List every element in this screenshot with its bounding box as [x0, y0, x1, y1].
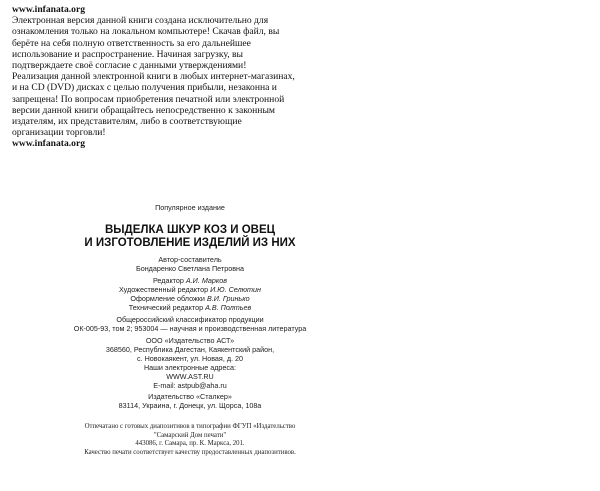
notice-line: Электронная версия данной книги создана исключительно для — [12, 15, 269, 27]
publisher-ast: ООО «Издательство АСТ» 368560, Республика Дагестан, Каякентский район, с. Новокаякент, ул. Новая, д. 20 Наши электронные адреса: WWW.AST.RU E-mail: astpub@aha.ru — [105, 336, 275, 390]
credit-line: Редактор А.И. Марков — [152, 276, 228, 285]
notice-line: запрещена! По вопросам приобретения печатной или электронной — [12, 93, 285, 105]
site-link[interactable]: www.infanata.org — [12, 138, 86, 150]
notice-line: использование и распространение. Начиная загрузку, вы — [12, 48, 243, 60]
notice-line: ознакомления только на локальном компьютере! Скачав файл, вы — [12, 26, 280, 38]
classifier: Общероссийский классификатор продукции ОК-005-93, том 2; 953004 — научная и производственная литература — [73, 315, 307, 333]
credits — [40, 276, 340, 312]
notice-line: берёте на себя полную ответственность за его дальнейшее — [12, 37, 251, 49]
notice-line: версии данной книги обращайтесь непосредственно к законным — [12, 104, 275, 116]
notice-line: и на CD (DVD) дисках с целью получения прибыли, незаконна и — [12, 82, 277, 94]
site-link[interactable]: www.infanata.org — [12, 4, 86, 15]
notice-line: издателям, их представителям, либо в соответствующие — [12, 116, 242, 128]
publisher-stalker: Издательство «Сталкер» 83114, Украина, г. Донецк, ул. Щорса, 108а — [118, 392, 262, 410]
printing-info: Отпечатано с готовых диапозитивов в типографии ФГУП «Издательство "Самарский Дом печати" 443086, г. Самара, пр. К. Маркса, 201. Качество печати соответствует качеству предоставленных диапозитивов. — [84, 423, 296, 456]
notice-line: организации торговли! — [12, 127, 106, 139]
author-block: Автор-составитель Бондаренко Светлана Петровна — [135, 255, 245, 273]
piracy-notice — [12, 4, 312, 150]
credit-line: Художественный редактор И.Ю. Селютин — [119, 285, 261, 294]
notice-line: подтверждаете своё согласие с данными утверждениями! — [12, 60, 247, 72]
credit-line: Оформление обложки В.И. Гринько — [130, 294, 250, 303]
notice-line: Реализация данной электронной книги в любых интернет-магазинах, — [12, 71, 295, 83]
book-title: ВЫДЕЛКА ШКУР КОЗ И ОВЕЦ И ИЗГОТОВЛЕНИЕ ИЗДЕЛИЙ ИЗ НИХ — [84, 224, 296, 249]
edition-type: Популярное издание — [155, 203, 225, 212]
credit-line: Технический редактор А.В. Полтьев — [128, 303, 252, 312]
